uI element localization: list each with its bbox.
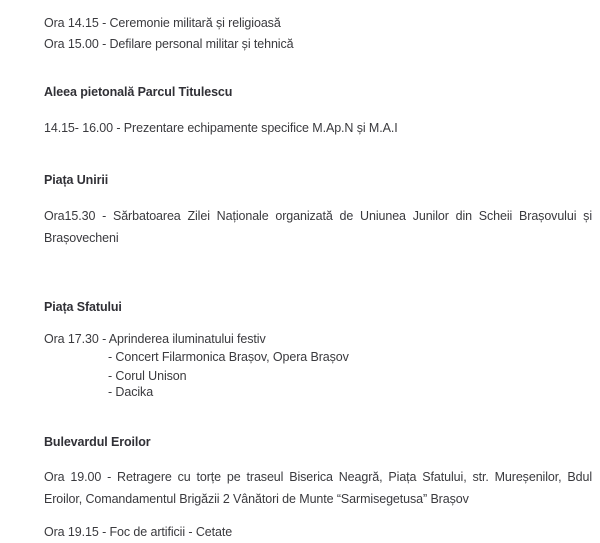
schedule-para-retragere-torte: Ora 19.00 - Retragere cu torțe pe traseul Biserica Neagră, Piața Sfatului, str. Mureșenilor, Bdul Eroilor, Comandamentul Brigăzii 2 Vânători de Munte “Sarmisegetusa” Brașov bbox=[44, 470, 592, 506]
schedule-para-sarbatoarea-zilei: Ora15.30 - Sărbatoarea Zilei Naționale organizată de Uniunea Junilor din Scheii Brașovului și Brașovecheni bbox=[44, 209, 592, 245]
section-heading-piata-unirii: Piața Unirii bbox=[44, 173, 109, 187]
schedule-subline-concert: - Concert Filarmonica Brașov, Opera Brașov bbox=[108, 350, 349, 364]
schedule-line-defilare: Ora 15.00 - Defilare personal militar și tehnică bbox=[44, 37, 294, 51]
schedule-line-ceremonie: Ora 14.15 - Ceremonie militară și religioasă bbox=[44, 16, 281, 30]
section-heading-piata-sfatului: Piața Sfatului bbox=[44, 300, 122, 314]
section-heading-aleea-pietonala: Aleea pietonală Parcul Titulescu bbox=[44, 85, 233, 99]
schedule-subline-dacika: - Dacika bbox=[108, 385, 154, 399]
section-heading-bulevardul-eroilor: Bulevardul Eroilor bbox=[44, 435, 151, 449]
schedule-line-aprinderea-iluminatului: Ora 17.30 - Aprinderea iluminatului festiv bbox=[44, 332, 266, 346]
schedule-line-prezentare-echipamente: 14.15- 16.00 - Prezentare echipamente specifice M.Ap.N și M.A.I bbox=[44, 121, 398, 135]
schedule-line-foc-artificii: Ora 19.15 - Foc de artificii - Cetate bbox=[44, 525, 233, 539]
schedule-subline-corul-unison: - Corul Unison bbox=[108, 369, 187, 383]
